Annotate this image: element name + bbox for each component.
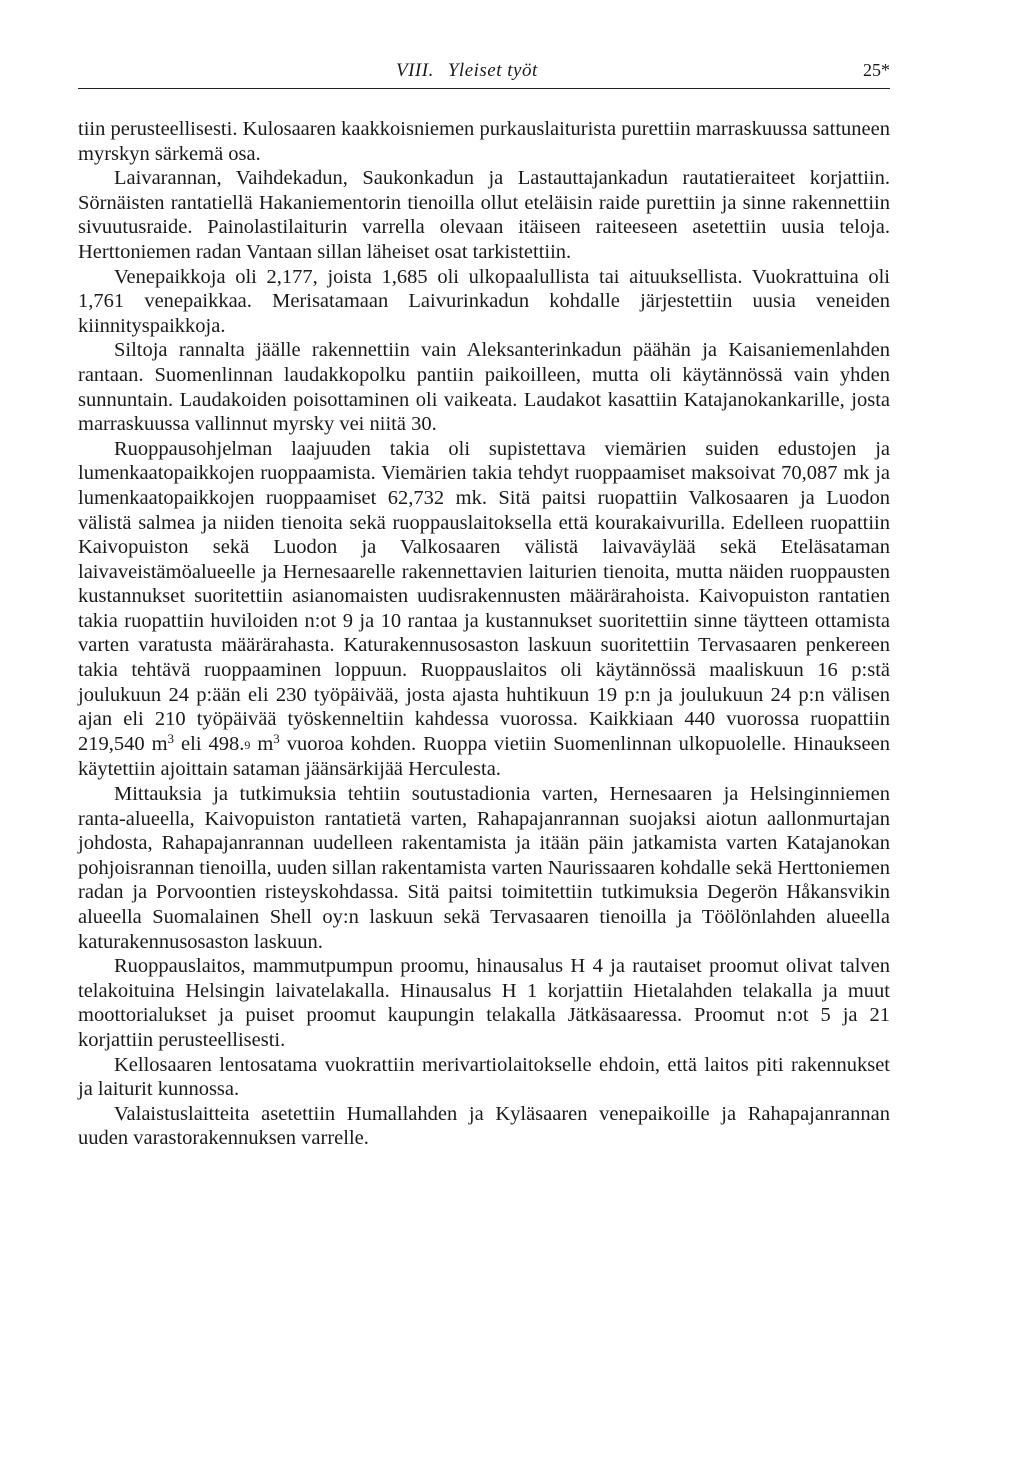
paragraph: Mittauksia ja tutkimuksia tehtiin soutustadionia varten, Hernesaaren ja Helsinginniemen ranta-alueella, Kaivopuiston rantatietä varten, Rahapajanrannan suojaksi aiotun aallonmurtajan johdosta, Rahapajanrannan uudelleen rakentamista ja itään päin jatkamista varten Katajanokan pohjoisrannan tienoilla, uuden sillan rakentamista varten Naurissaaren kohdalle sekä Herttoniemen radan ja Porvoontien risteyskohdassa. Sitä paitsi toimitettiin tutkimuksia Degerön Håkansvikin alueella Suomalainen Shell oy:n laskuun sekä Tervasaaren tienoilla ja Töölönlahden alueella katurakennusosaston laskuun. <box>78 783 890 953</box>
chapter-number: VIII. <box>396 60 434 81</box>
paragraph: Ruoppausohjelman laajuuden takia oli supistettava viemärien suiden edustojen ja lumenkaatopaikkojen ruoppaamista. Viemärien takia tehdyt ruoppaamiset maksoivat 70,087 mk ja lumenkaatopaikkojen ruoppaamiset 62,732 mk. Sitä paitsi ruopattiin Valkosaaren ja Luodon välistä salmea ja niiden tienoita sekä ruoppauslaitoksella että kourakaivurilla. Edelleen ruopattiin Kaivopuiston sekä Luodon ja Valkosaaren välistä laivaväylää sekä Eteläsataman laivaveistämöalueelle ja Hernesaarelle rakennettavien laiturien tienoita, mutta näiden ruoppausten kustannukset suoritettiin asianomaisten uudisrakennusten määrärahoista. Kaivopuiston rantatien takia ruopattiin huviloiden n:ot 9 ja 10 rantaa ja kustannukset suoritettiin sinne täytteen ottamista varten varatusta määrärahasta. Katurakennusosaston laskuun suoritettiin Tervasaaren penkereen takia tehtävä ruoppaaminen loppuun. Ruoppauslaitos oli käytännössä maaliskuun 16 p:stä joulukuun 24 p:ään eli 230 työpäivää, josta ajasta huhtikuun 19 p:n ja joulukuun 24 p:n välisen ajan eli 210 työpäivää työskenneltiin kahdessa vuorossa. Kaikkiaan 440 vuorossa ruopattiin 219,540 $m^3$ eli 498.9 $m^3$ vuoroa kohden. Ruoppa vietiin Suomenlinnan ulkopuolelle. Hinaukseen käytettiin ajoittain sataman jäänsärkijää Herculesta. <box>78 437 890 781</box>
chapter-title <box>396 60 538 82</box>
chapter-name: Yleiset työt <box>447 60 538 81</box>
page-number: 25* <box>863 60 890 80</box>
superscript: 3 <box>167 730 175 746</box>
body-text <box>78 117 890 1151</box>
paragraph: Laivarannan, Vaihdekadun, Saukonkadun ja Lastauttajankadun rautatieraiteet korjattiin. Sörnäisten rantatiellä Hakaniementorin tienoilla ollut eteläisin raide purettiin ja sinne rakennettiin sivuutusraide. Painolastilaiturin varrella olevaan itäiseen raiteeseen asetettiin uusia teloja. Herttoniemen radan Vantaan sillan läheiset osat tarkistettiin. <box>78 167 890 263</box>
document-page <box>78 58 890 1151</box>
paragraph: Valaistuslaitteita asetettiin Humallahden ja Kyläsaaren venepaikoille ja Rahapajanrannan uuden varastorakennuksen varrelle. <box>78 1102 890 1150</box>
paragraph: Siltoja rannalta jäälle rakennettiin vain Aleksanterinkadun päähän ja Kaisaniemenlahden rantaan. Suomenlinnan laudakkopolku pantiin paikoilleen, mutta oli käytännössä vain yhden sunnuntain. Laudakoiden poisottaminen oli vaikeata. Laudakot kasattiin Katajanokankarille, josta marraskuussa vallinnut myrsky vei niitä 30. <box>78 339 890 436</box>
paragraph: Ruoppauslaitos, mammutpumpun proomu, hinausalus H 4 ja rautaiset proomut olivat talven telakoituina Helsingin laivatelakalla. Hinausalus H 1 korjattiin Hietalahden telakalla ja muut moottorialukset ja puiset proomut kaupungin telakalla Jätkäsaaressa. Proomut n:ot 5 ja 21 korjattiin perusteellisesti. <box>78 955 890 1051</box>
paragraph: Kellosaaren lentosatama vuokrattiin merivartiolaitokselle ehdoin, että laitos piti rakennukset ja laiturit kunnossa. <box>78 1053 890 1101</box>
superscript: 3 <box>273 730 280 746</box>
paragraph: Venepaikkoja oli 2,177, joista 1,685 oli ulkopaalullista tai aituuksellista. Vuokrattuina oli 1,761 venepaikkaa. Merisatamaan Laivurinkadun kohdalle järjestettiin uusia veneiden kiinnityspaikkoja. <box>78 265 890 337</box>
paragraph: tiin perusteellisesti. Kulosaaren kaakkoisniemen purkauslaiturista purettiin marraskuussa sattuneen myrskyn särkemä osa. <box>78 118 890 165</box>
decimal-digit: 9 <box>244 737 251 752</box>
running-header <box>78 58 890 89</box>
